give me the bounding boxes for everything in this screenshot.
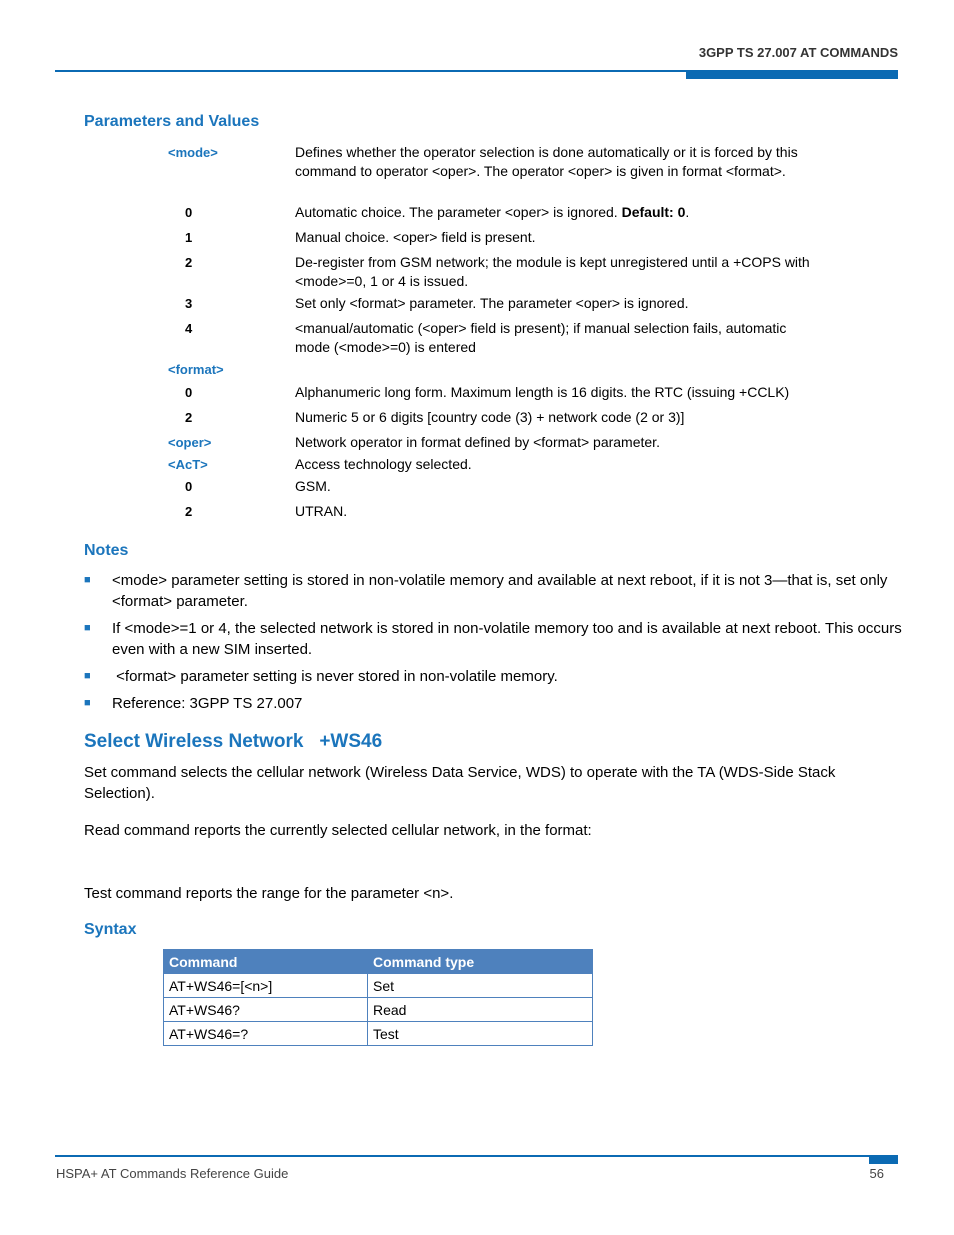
command-type-cell: Read xyxy=(368,998,593,1022)
param-value-desc xyxy=(295,203,815,222)
syntax-heading: Syntax xyxy=(84,921,137,938)
param-name-act: <AcT> xyxy=(168,457,208,472)
command-type-cell: Test xyxy=(368,1022,593,1046)
param-desc-mode: Defines whether the operator selection is done automatically or it is forced by this command to operator <oper>. The operator <oper> is given in format <format>. xyxy=(295,144,798,179)
param-name-mode: <mode> xyxy=(168,145,218,160)
bullet-icon: ■ xyxy=(84,697,91,709)
param-value: 0 xyxy=(185,385,193,400)
param-value: 2 xyxy=(185,410,193,425)
read-command-description: Read command reports the currently selected cellular network, in the format: xyxy=(84,822,592,839)
page-number: 56 xyxy=(869,1166,884,1181)
param-value-desc: <manual/automatic (<oper> field is present); if manual selection fails, automatic mode (<mode>=0) is entered xyxy=(295,320,787,355)
param-value: 0 xyxy=(185,205,193,220)
default-label: Default: 0 xyxy=(621,204,686,220)
param-value: 1 xyxy=(185,230,193,245)
param-value-desc: GSM. xyxy=(295,478,331,494)
param-desc-act: Access technology selected. xyxy=(295,456,472,472)
test-command-description: Test command reports the range for the parameter <n>. xyxy=(84,885,454,902)
note-item: Reference: 3GPP TS 27.007 xyxy=(112,695,303,712)
section-title-ws46: Select Wireless Network +WS46 xyxy=(84,731,383,752)
param-desc-oper: Network operator in format defined by <format> parameter. xyxy=(295,434,660,450)
params-heading: Parameters and Values xyxy=(84,113,260,130)
set-command-description: Set command selects the cellular network (Wireless Data Service, WDS) to operate with the TA (WDS-Side Stack Selection). xyxy=(84,764,836,802)
footer-rule xyxy=(55,1155,898,1157)
param-value-desc: UTRAN. xyxy=(295,503,348,519)
command-cell: AT+WS46=[<n>] xyxy=(164,974,368,998)
param-value: 2 xyxy=(185,255,193,270)
table-row xyxy=(164,998,593,1022)
param-name-format: <format> xyxy=(168,362,224,377)
bullet-icon: ■ xyxy=(84,574,91,586)
param-value-desc: Numeric 5 or 6 digits [country code (3) + network code (2 or 3)] xyxy=(295,409,685,425)
param-value-desc: Manual choice. <oper> field is present. xyxy=(295,229,536,245)
command-cell: AT+WS46=? xyxy=(164,1022,368,1046)
note-item: <mode> parameter setting is stored in non-volatile memory and available at next reboot, if it is not 3—that is, set only <format> parameter. xyxy=(112,572,888,610)
param-value: 3 xyxy=(185,296,193,311)
footer-doc-title: HSPA+ AT Commands Reference Guide xyxy=(56,1166,289,1181)
notes-heading: Notes xyxy=(84,542,129,559)
table-header-row xyxy=(164,950,593,974)
command-type-cell: Set xyxy=(368,974,593,998)
param-value: 4 xyxy=(185,321,193,336)
param-value-desc: De-register from GSM network; the module is kept unregistered until a +COPS with <mode>=0, 1 or 4 is issued. xyxy=(295,254,810,289)
footer-accent-bar xyxy=(869,1155,898,1164)
column-header-command: Command xyxy=(164,950,368,974)
param-value-desc: Alphanumeric long form. Maximum length is 16 digits. the RTC (issuing +CCLK) xyxy=(295,384,790,400)
bullet-icon: ■ xyxy=(84,622,91,634)
note-item: If <mode>=1 or 4, the selected network is stored in non-volatile memory too and is available at next reboot. This occurs even with a new SIM inserted. xyxy=(112,620,902,658)
param-name-oper: <oper> xyxy=(168,435,212,450)
command-cell: AT+WS46? xyxy=(164,998,368,1022)
note-item: <format> parameter setting is never stored in non-volatile memory. xyxy=(112,668,558,685)
param-value-desc-tail: . xyxy=(685,204,690,220)
table-row xyxy=(164,1022,593,1046)
param-value-desc: Set only <format> parameter. The parameter <oper> is ignored. xyxy=(295,295,689,311)
param-value: 2 xyxy=(185,504,193,519)
param-value-desc-text: Automatic choice. The parameter <oper> is ignored. xyxy=(295,204,622,220)
table-row xyxy=(164,974,593,998)
bullet-icon: ■ xyxy=(84,670,91,682)
header-accent-bar xyxy=(686,70,898,79)
param-value: 0 xyxy=(185,479,193,494)
syntax-table xyxy=(163,949,593,1046)
running-header-title: 3GPP TS 27.007 AT COMMANDS xyxy=(698,45,898,60)
column-header-command-type: Command type xyxy=(368,950,593,974)
